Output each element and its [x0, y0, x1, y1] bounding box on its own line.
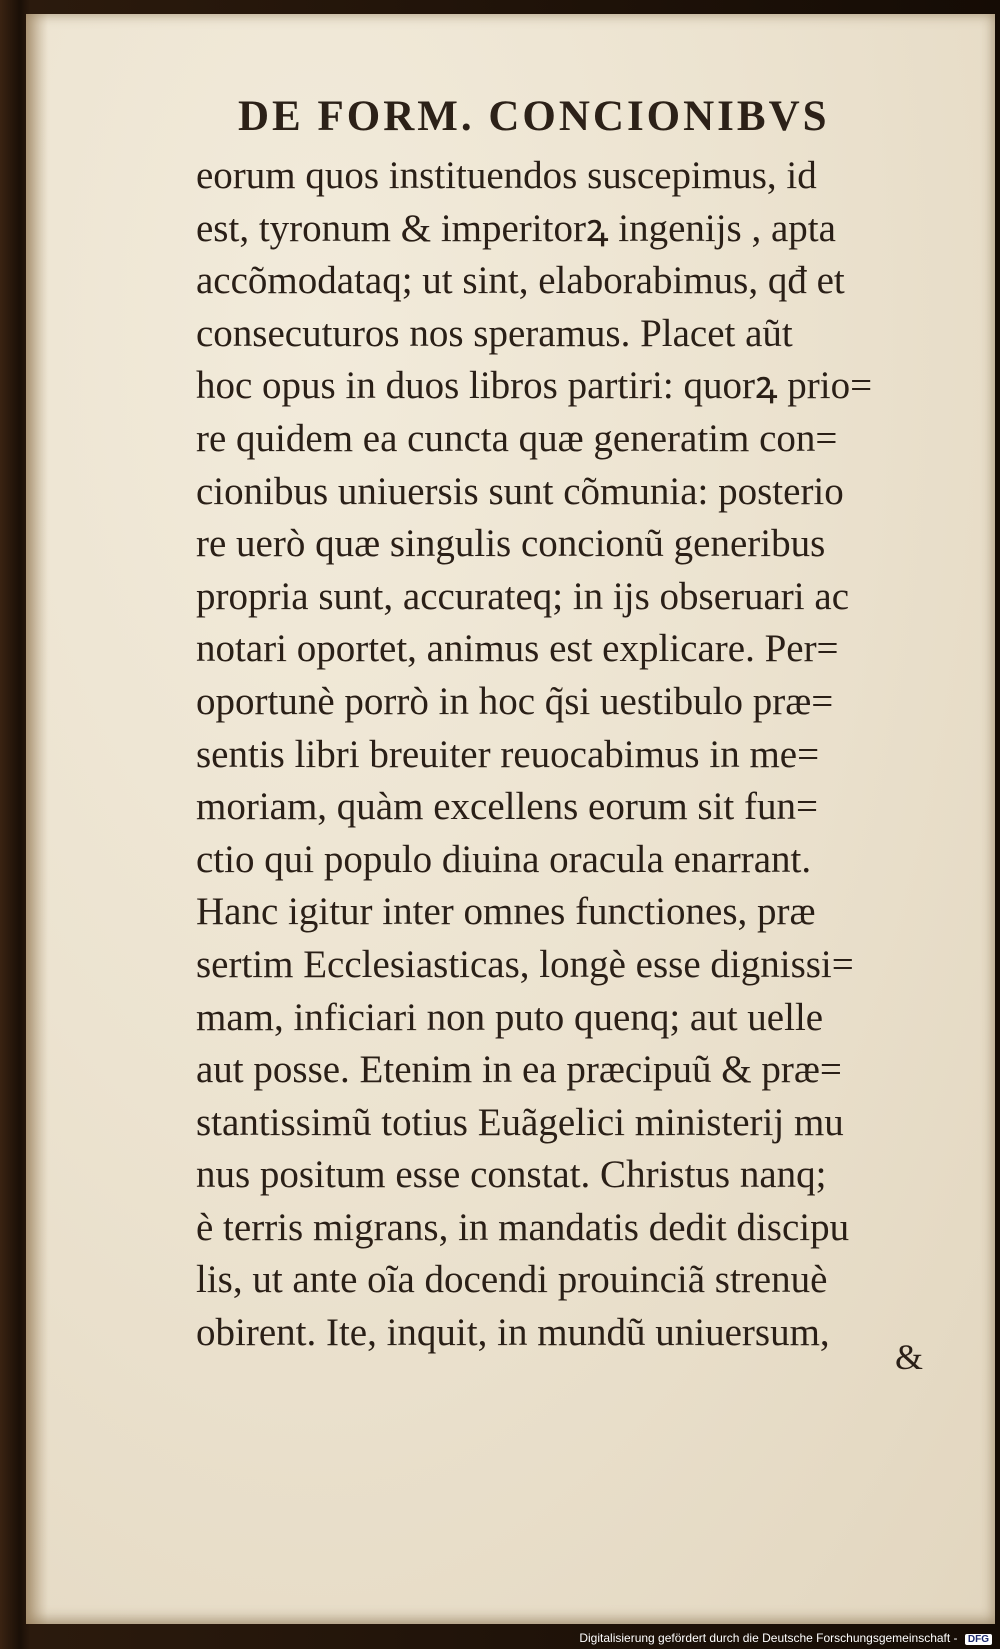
text-line: mam, inficiari non puto quenq; aut uelle — [196, 995, 824, 1039]
text-line: eorum quos instituendos suscepimus, id — [196, 154, 817, 197]
text-line: cionibus uniuersis sunt cõmunia: posterio — [196, 469, 844, 513]
dfg-logo: DFG — [965, 1634, 992, 1645]
credit-text: Digitalisierung gefördert durch die Deutsche Forschungsgemeinschaft - — [579, 1631, 958, 1645]
body-text — [196, 150, 936, 1360]
text-line: nus positum esse constat. Christus nanq; — [196, 1153, 827, 1197]
text-line: obirent. Ite, inquit, in mundũ uniuersum, — [196, 1311, 830, 1355]
text-line: oportunè porrò in hoc q̃si uestibulo præ= — [196, 679, 834, 723]
text-line: lis, ut ante oĩa docendi prouinciã strenuè — [196, 1258, 828, 1302]
text-line: propria sunt, accurateq; in ijs obseruari ac — [196, 574, 850, 618]
running-header: DE FORM. CONCIONIBVS — [238, 93, 830, 140]
digitization-credit — [579, 1631, 992, 1645]
text-line: sentis libri breuiter reuocabimus in me= — [196, 732, 820, 776]
text-line: Hanc igitur inter omnes functiones, præ — [196, 890, 816, 934]
text-line: re uerò quæ singulis concionũ generibus — [196, 522, 826, 566]
text-line: ctio qui populo diuina oracula enarrant. — [196, 837, 812, 881]
catchword: & — [895, 1337, 924, 1377]
text-line: notari oportet, animus est explicare. Per= — [196, 627, 839, 671]
text-line: hoc opus in duos libros partiri: quorꝝ prio= — [196, 364, 873, 408]
text-line: consecuturos nos speramus. Placet aũt — [196, 311, 793, 355]
text-line: è terris migrans, in mandatis dedit discipu — [196, 1205, 850, 1249]
text-line: aut posse. Etenim in ea præcipuũ & præ= — [196, 1048, 842, 1092]
text-line: re quidem ea cuncta quæ generatim con= — [196, 416, 838, 460]
text-line: accõmodataq; ut sint, elaborabimus, qđ et — [196, 259, 845, 303]
text-line: moriam, quàm excellens eorum sit fun= — [196, 785, 819, 829]
text-line: stantissimũ totius Euãgelici ministerij mu — [196, 1100, 844, 1144]
text-line: est, tyronum & imperitorꝝ ingeniјs , apta — [196, 206, 836, 250]
text-line: sertim Ecclesiasticas, longè esse dignissi= — [196, 942, 854, 986]
